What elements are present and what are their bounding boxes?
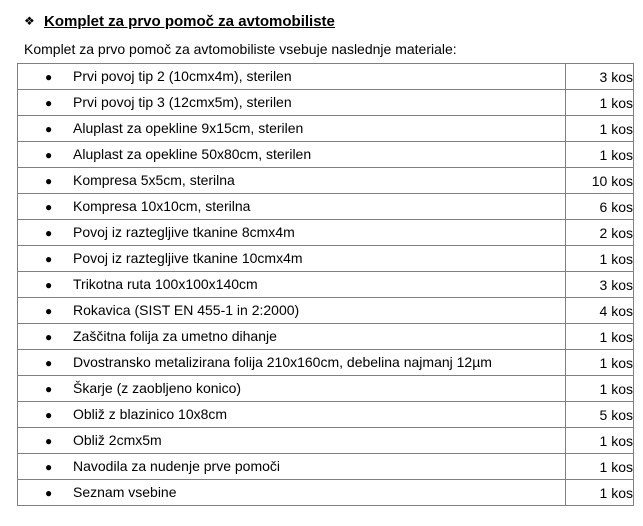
item-quantity: 1 kos [566,246,634,272]
bullet-icon: ● [45,408,53,422]
table-row [18,64,634,90]
table-row [18,428,634,454]
bullet-icon: ● [45,486,53,500]
item-quantity: 1 kos [566,116,634,142]
item-quantity: 3 kos [566,64,634,90]
bullet-icon: ● [45,434,53,448]
diamond-bullet-icon: ❖ [24,14,35,28]
table-row [18,480,634,506]
table-row [18,350,634,376]
table-row [18,376,634,402]
item-cell [18,298,566,324]
bullet-icon: ● [45,460,53,474]
item-name: Kompresa 5x5cm, sterilna [73,172,235,188]
item-name: Dvostransko metalizirana folija 210x160cm, debelina najmanj 12µm [73,354,492,370]
item-quantity: 1 kos [566,454,634,480]
item-cell [18,142,566,168]
item-name: Obliž z blazinico 10x8cm [73,406,228,422]
table-row [18,220,634,246]
table-row [18,246,634,272]
item-cell [18,116,566,142]
item-name: Navodila za nudenje prve pomoči [73,458,281,474]
item-name: Zaščitna folija za umetno dihanje [73,328,277,344]
item-quantity: 3 kos [566,272,634,298]
intro-text: Komplet za prvo pomoč za avtomobiliste vsebuje naslednje materiale: [24,41,457,57]
table-row [18,168,634,194]
bullet-icon: ● [45,96,53,110]
bullet-icon: ● [45,304,53,318]
bullet-icon: ● [45,200,53,214]
item-cell [18,402,566,428]
item-quantity: 2 kos [566,220,634,246]
item-cell [18,64,566,90]
item-name: Povoj iz raztegljive tkanine 8cmx4m [73,224,295,240]
item-name: Aluplast za opekline 50x80cm, sterilen [73,146,312,162]
item-quantity: 1 kos [566,142,634,168]
item-cell [18,376,566,402]
item-cell [18,428,566,454]
item-name: Prvi povoj tip 2 (10cmx4m), sterilen [73,68,292,84]
item-quantity: 6 kos [566,194,634,220]
item-name: Prvi povoj tip 3 (12cmx5m), sterilen [73,94,292,110]
table-row [18,194,634,220]
item-cell [18,246,566,272]
heading-text: Komplet za prvo pomoč za avtomobiliste [44,13,335,30]
item-quantity: 1 kos [566,90,634,116]
item-quantity: 1 kos [566,324,634,350]
item-quantity: 1 kos [566,480,634,506]
item-name: Obliž 2cmx5m [73,432,162,448]
item-name: Aluplast za opekline 9x15cm, sterilen [73,120,304,136]
item-cell [18,480,566,506]
bullet-icon: ● [45,278,53,292]
item-name: Škarje (z zaobljeno konico) [73,380,242,396]
item-quantity: 5 kos [566,402,634,428]
item-name: Povoj iz raztegljive tkanine 10cmx4m [73,250,303,266]
table-row [18,116,634,142]
item-name: Kompresa 10x10cm, sterilna [73,198,251,214]
bullet-icon: ● [45,226,53,240]
bullet-icon: ● [45,122,53,136]
bullet-icon: ● [45,70,53,84]
bullet-icon: ● [45,252,53,266]
item-cell [18,194,566,220]
bullet-icon: ● [45,382,53,396]
item-quantity: 1 kos [566,376,634,402]
item-name: Seznam vsebine [73,484,177,500]
bullet-icon: ● [45,356,53,370]
materials-table [17,63,634,506]
table-row [18,142,634,168]
item-quantity: 1 kos [566,350,634,376]
item-cell [18,324,566,350]
bullet-icon: ● [45,174,53,188]
item-cell [18,168,566,194]
item-quantity: 1 kos [566,428,634,454]
table-row [18,402,634,428]
table-row [18,454,634,480]
bullet-icon: ● [45,148,53,162]
item-quantity: 4 kos [566,298,634,324]
table-row [18,324,634,350]
item-name: Trikotna ruta 100x100x140cm [73,276,258,292]
bullet-icon: ● [45,330,53,344]
section-heading [24,13,335,30]
table-row [18,298,634,324]
table-row [18,272,634,298]
item-cell [18,454,566,480]
item-name: Rokavica (SIST EN 455-1 in 2:2000) [73,302,300,318]
item-quantity: 10 kos [566,168,634,194]
item-cell [18,90,566,116]
item-cell [18,220,566,246]
item-cell [18,272,566,298]
item-cell [18,350,566,376]
table-row [18,90,634,116]
